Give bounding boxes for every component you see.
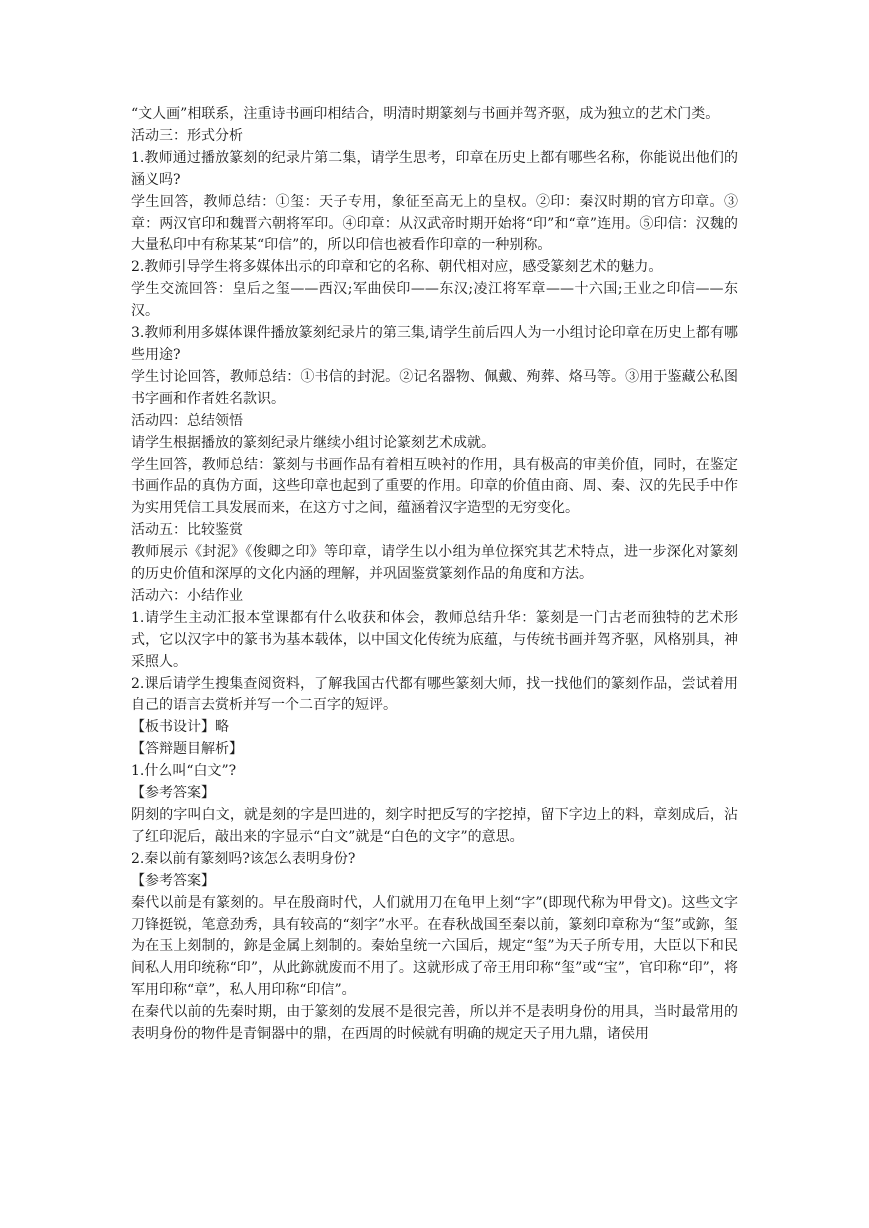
heading-activity-3: 活动三：形式分析 bbox=[131, 127, 243, 144]
paragraph-activity-4-answer: 学生回答，教师总结：篆刻与书画作品有着相互映衬的作用，具有极高的审美价值，同时，在鉴定书画作品的真伪方面，这些印章也起到了重要的作用。印章的价值由商、周、秦、汉的先民手中作为实用凭信工具发展而来，在这方寸之间，蕴涵着汉字造型的无穷变化。 bbox=[131, 456, 738, 517]
answer-1: 阴刻的字叫白文，就是刻的字是凹进的，刻字时把反写的字挖掉，留下字边上的料，章刻成后，沾了红印泥后，敲出来的字显示“白文”就是“白色的文字”的意思。 bbox=[131, 807, 738, 845]
paragraph-step-1: 1.教师通过播放篆刻的纪录片第二集，请学生思考，印章在历史上都有哪些名称，你能说出他们的涵义吗? bbox=[131, 149, 738, 188]
paragraph-answer-names: 学生回答，教师总结：①玺：天子专用，象征至高无上的皇权。②印：秦汉时期的官方印章。③章：两汉官印和魏晋六朝将军印。④印章：从汉武帝时期开始将“印”和“章”连用。⑤印信：汉魏的大量私印中有称某某“印信”的，所以印信也被看作印章的一种别称。 bbox=[131, 193, 738, 254]
heading-reference-answer-2: 【参考答案】 bbox=[131, 872, 215, 889]
answer-2-part-1: 秦代以前是有篆刻的。早在殷商时代，人们就用刀在龟甲上刻“字”(即现代称为甲骨文)。这些文字刀锋挺锐，笔意劲秀，具有较高的“刻字”水平。在春秋战国至秦以前，篆刻印章称为“玺”或鉨，玺为在玉上刻制的，鉨是金属上刻制的。秦始皇统一六国后，规定“玺”为天子所专用，大臣以下和民间私人用印统称“印”，从此鉨就废而不用了。这就形成了帝王用印称“玺”或“宝”，官印称“印”，将军用印称“章”，私人用印称“印信”。 bbox=[131, 894, 738, 999]
heading-activity-5: 活动五：比较鉴赏 bbox=[131, 522, 243, 539]
heading-activity-6: 活动六：小结作业 bbox=[131, 587, 243, 604]
paragraph-step-3: 3.教师利用多媒体课件播放篆刻纪录片的第三集,请学生前后四人为一小组讨论印章在历史上都有哪些用途? bbox=[131, 325, 738, 363]
paragraph-activity-6-step-2: 2.课后请学生搜集查阅资料，了解我国古代都有哪些篆刻大师，找一找他们的篆刻作品，尝试着用自己的语言去赏析并写一个二百字的短评。 bbox=[131, 675, 738, 714]
heading-board-design: 【板书设计】略 bbox=[131, 719, 229, 736]
question-1: 1.什么叫“白文”? bbox=[131, 763, 237, 780]
paragraph-activity-4-task: 请学生根据播放的篆刻纪录片继续小组讨论篆刻艺术成就。 bbox=[131, 434, 495, 451]
paragraph-intro-continued: “文人画”相联系，注重诗书画印相结合，明清时期篆刻与书画并驾齐驱，成为独立的艺术门类。 bbox=[131, 106, 720, 122]
paragraph-step-2: 2.教师引导学生将多媒体出示的印章和它的名称、朝代相对应，感受篆刻艺术的魅力。 bbox=[131, 259, 663, 276]
question-2: 2.秦以前有篆刻吗?该怎么表明身份? bbox=[131, 850, 356, 867]
paragraph-answer-uses: 学生讨论回答，教师总结：①书信的封泥。②记名器物、佩戴、殉葬、烙马等。③用于鉴藏公私图书字画和作者姓名款识。 bbox=[131, 368, 738, 407]
heading-defense-analysis: 【答辩题目解析】 bbox=[131, 741, 243, 758]
heading-reference-answer-1: 【参考答案】 bbox=[131, 785, 215, 802]
document-body bbox=[131, 104, 738, 1046]
paragraph-activity-5-task: 教师展示《封泥》《俊卿之印》等印章，请学生以小组为单位探究其艺术特点，进一步深化对篆刻的历史价值和深厚的文化内涵的理解，并巩固鉴赏篆刻作品的角度和方法。 bbox=[131, 544, 738, 583]
paragraph-answer-matching: 学生交流回答：皇后之玺——西汉;军曲侯印——东汉;凌江将军章——十六国;王业之印信——东汉。 bbox=[131, 281, 738, 320]
paragraph-activity-6-step-1: 1.请学生主动汇报本堂课都有什么收获和体会，教师总结升华：篆刻是一门古老而独特的艺术形式，它以汉字中的篆书为基本载体，以中国文化传统为底蕴，与传统书画并驾齐驱，风格别具，神采照人。 bbox=[131, 609, 738, 670]
answer-2-part-2: 在秦代以前的先秦时期，由于篆刻的发展不是很完善，所以并不是表明身份的用具，当时最常用的表明身份的物件是青铜器中的鼎，在西周的时候就有明确的规定天子用九鼎，诸侯用 bbox=[131, 1004, 738, 1043]
heading-activity-4: 活动四：总结领悟 bbox=[131, 412, 243, 429]
